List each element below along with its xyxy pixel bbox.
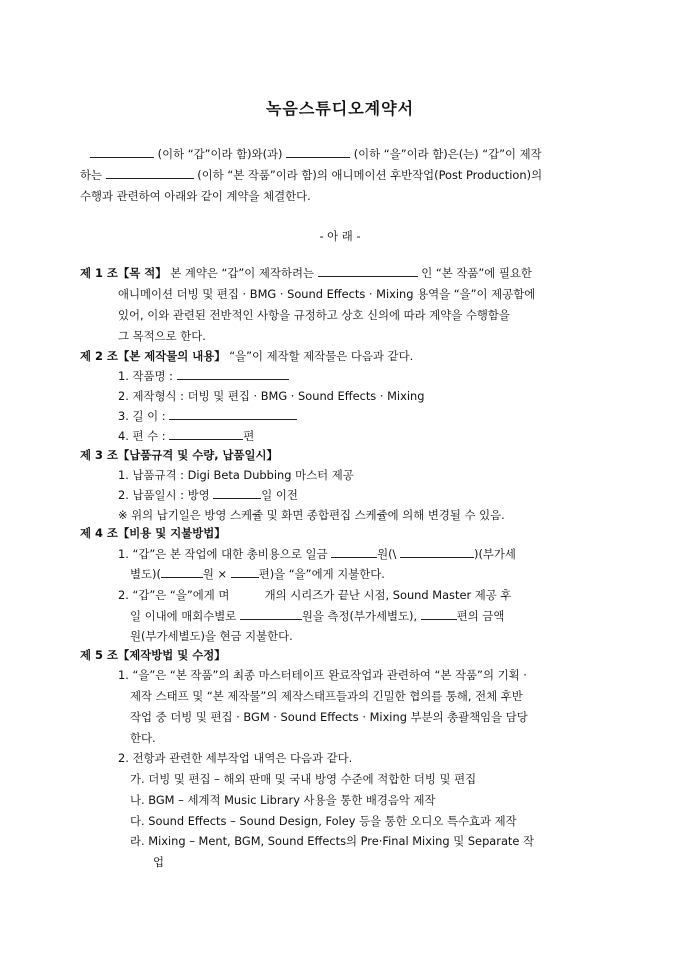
blank-party-b[interactable] (286, 146, 350, 158)
article-3-note: ※ 위의 납기일은 방영 스케쥴 및 화면 종합편집 스케쥴에 의해 변경될 수 있음. (118, 508, 505, 522)
blank-episodes[interactable] (169, 428, 243, 440)
article-2-item-3: 3. 길 이 : (118, 408, 297, 424)
article-5-heading: 제 5 조【제작방법 및 수정】 (80, 648, 226, 662)
article-5-subitem-na: 나. BGM – 세계적 Music Library 사용을 통한 배경음악 제작 (130, 793, 436, 807)
article-4-item-1b: 별도)( 원 × 편)을 “을”에게 지불한다. (130, 567, 385, 581)
article-4-line (80, 525, 226, 541)
document-title: 녹음스튜디오계약서 (265, 99, 415, 118)
article-5-subitem-ga: 가. 더빙 및 편집 – 해외 판매 및 국내 방영 수준에 적합한 더빙 및 편집 (130, 772, 477, 786)
intro-line-3: 수행과 관련하여 아래와 같이 계약을 체결한다. (80, 189, 311, 203)
article-2-heading: 제 2 조【본 제작물의 내용】 (80, 349, 226, 363)
article-5-line (80, 647, 226, 663)
article-5-item-1a: 1. “을”은 “본 작품”의 최종 마스터테이프 완료작업과 관련하여 “본 작품”의 기획 · (118, 668, 527, 682)
article-1-heading: 제 1 조【목 적】 (80, 266, 167, 280)
article-4-heading: 제 4 조【비용 및 지불방법】 (80, 526, 226, 540)
article-1-line-3: 있어, 이와 관련된 전반적인 사항을 규정하고 상호 신의에 따라 계약을 수행함을 (118, 308, 510, 322)
blank-length[interactable] (169, 408, 297, 420)
article-5-item-1c: 작업 중 더빙 및 편집 · BGM · Sound Effects · Mixing 부분의 총괄책임을 담당 (130, 710, 528, 724)
article-2-item-2: 2. 제작형식 : 더빙 및 편집 · BMG · Sound Effects · Mixing (118, 389, 425, 403)
blank-episode-number[interactable] (421, 608, 457, 620)
article-2-item-1: 1. 작품명 : (118, 368, 289, 384)
article-5-item-2: 2. 전항과 관련한 세부작업 내역은 다음과 같다. (118, 751, 353, 765)
blank-title-name[interactable] (177, 368, 289, 380)
intro-line-1: (이하 “갑”이라 함)와(과) (이하 “을”이라 함)은(는) “갑”이 제작 (90, 146, 542, 162)
article-5-subitem-da: 다. Sound Effects – Sound Design, Foley 등을 통한 오디오 특수효과 제작 (130, 814, 517, 828)
article-2-line: 제 2 조【본 제작물의 내용】 “을”이 제작할 제작물은 다음과 같다. (80, 349, 414, 363)
article-5-item-1b: 제작 스태프 및 “본 제작물”의 제작스태프들과의 긴밀한 협의를 통해, 전체 후반 (130, 689, 523, 703)
article-2-item-4: 4. 편 수 : 편 (118, 429, 255, 443)
article-3-item-1: 1. 납품규격 : Digi Beta Dubbing 마스터 제공 (118, 468, 354, 482)
below-heading: - 아 래 - (319, 229, 361, 243)
blank-unit-price[interactable] (161, 566, 203, 578)
article-4-item-2c: 원(부가세별도)을 현금 지불한다. (130, 629, 293, 643)
blank-delivery-days[interactable] (213, 487, 261, 499)
article-1-line-2: 애니메이션 더빙 및 편집 · BMG · Sound Effects · Mixing 용역을 “을”이 제공함에 (118, 287, 536, 301)
article-3-line (80, 447, 278, 463)
article-5-item-1d: 한다. (130, 731, 156, 745)
article-4-item-2b: 일 이내에 매회수별로 원을 측정(부가세별도), 편의 금액 (130, 609, 505, 623)
blank-work-type[interactable] (318, 265, 418, 277)
article-4-item-1a: 1. “갑”은 본 작업에 대한 총비용으로 일금 원(\ )(부가세 (118, 547, 516, 561)
article-3-heading: 제 3 조【납품규격 및 수량, 납품일시】 (80, 448, 278, 462)
article-3-item-2: 2. 납품일시 : 방영 일 이전 (118, 488, 298, 502)
blank-work-title[interactable] (106, 167, 194, 179)
article-1-line-1: 제 1 조【목 적】 본 계약은 “갑”이 제작하려는 인 “본 작품”에 필요한 (80, 266, 532, 280)
blank-per-episode-amount[interactable] (240, 608, 302, 620)
article-5-subitem-ra-cont: 업 (153, 855, 165, 869)
article-4-item-2a: 2. “갑”은 “을”에게 며 개의 시리즈가 끝난 시점, Sound Master 제공 후 (118, 588, 512, 602)
intro-line-2: 하는 (이하 “본 작품”이라 함)의 애니메이션 후반작업(Post Production)의 (80, 168, 543, 182)
article-5-subitem-ra: 라. Mixing – Ment, BGM, Sound Effects의 Pre·Final Mixing 및 Separate 작 (130, 834, 535, 848)
blank-total-amount[interactable] (331, 546, 377, 558)
blank-unit-count[interactable] (231, 566, 259, 578)
blank-total-amount-num[interactable] (400, 546, 474, 558)
article-1-line-4: 그 목적으로 한다. (118, 329, 206, 343)
blank-party-a[interactable] (90, 146, 154, 158)
